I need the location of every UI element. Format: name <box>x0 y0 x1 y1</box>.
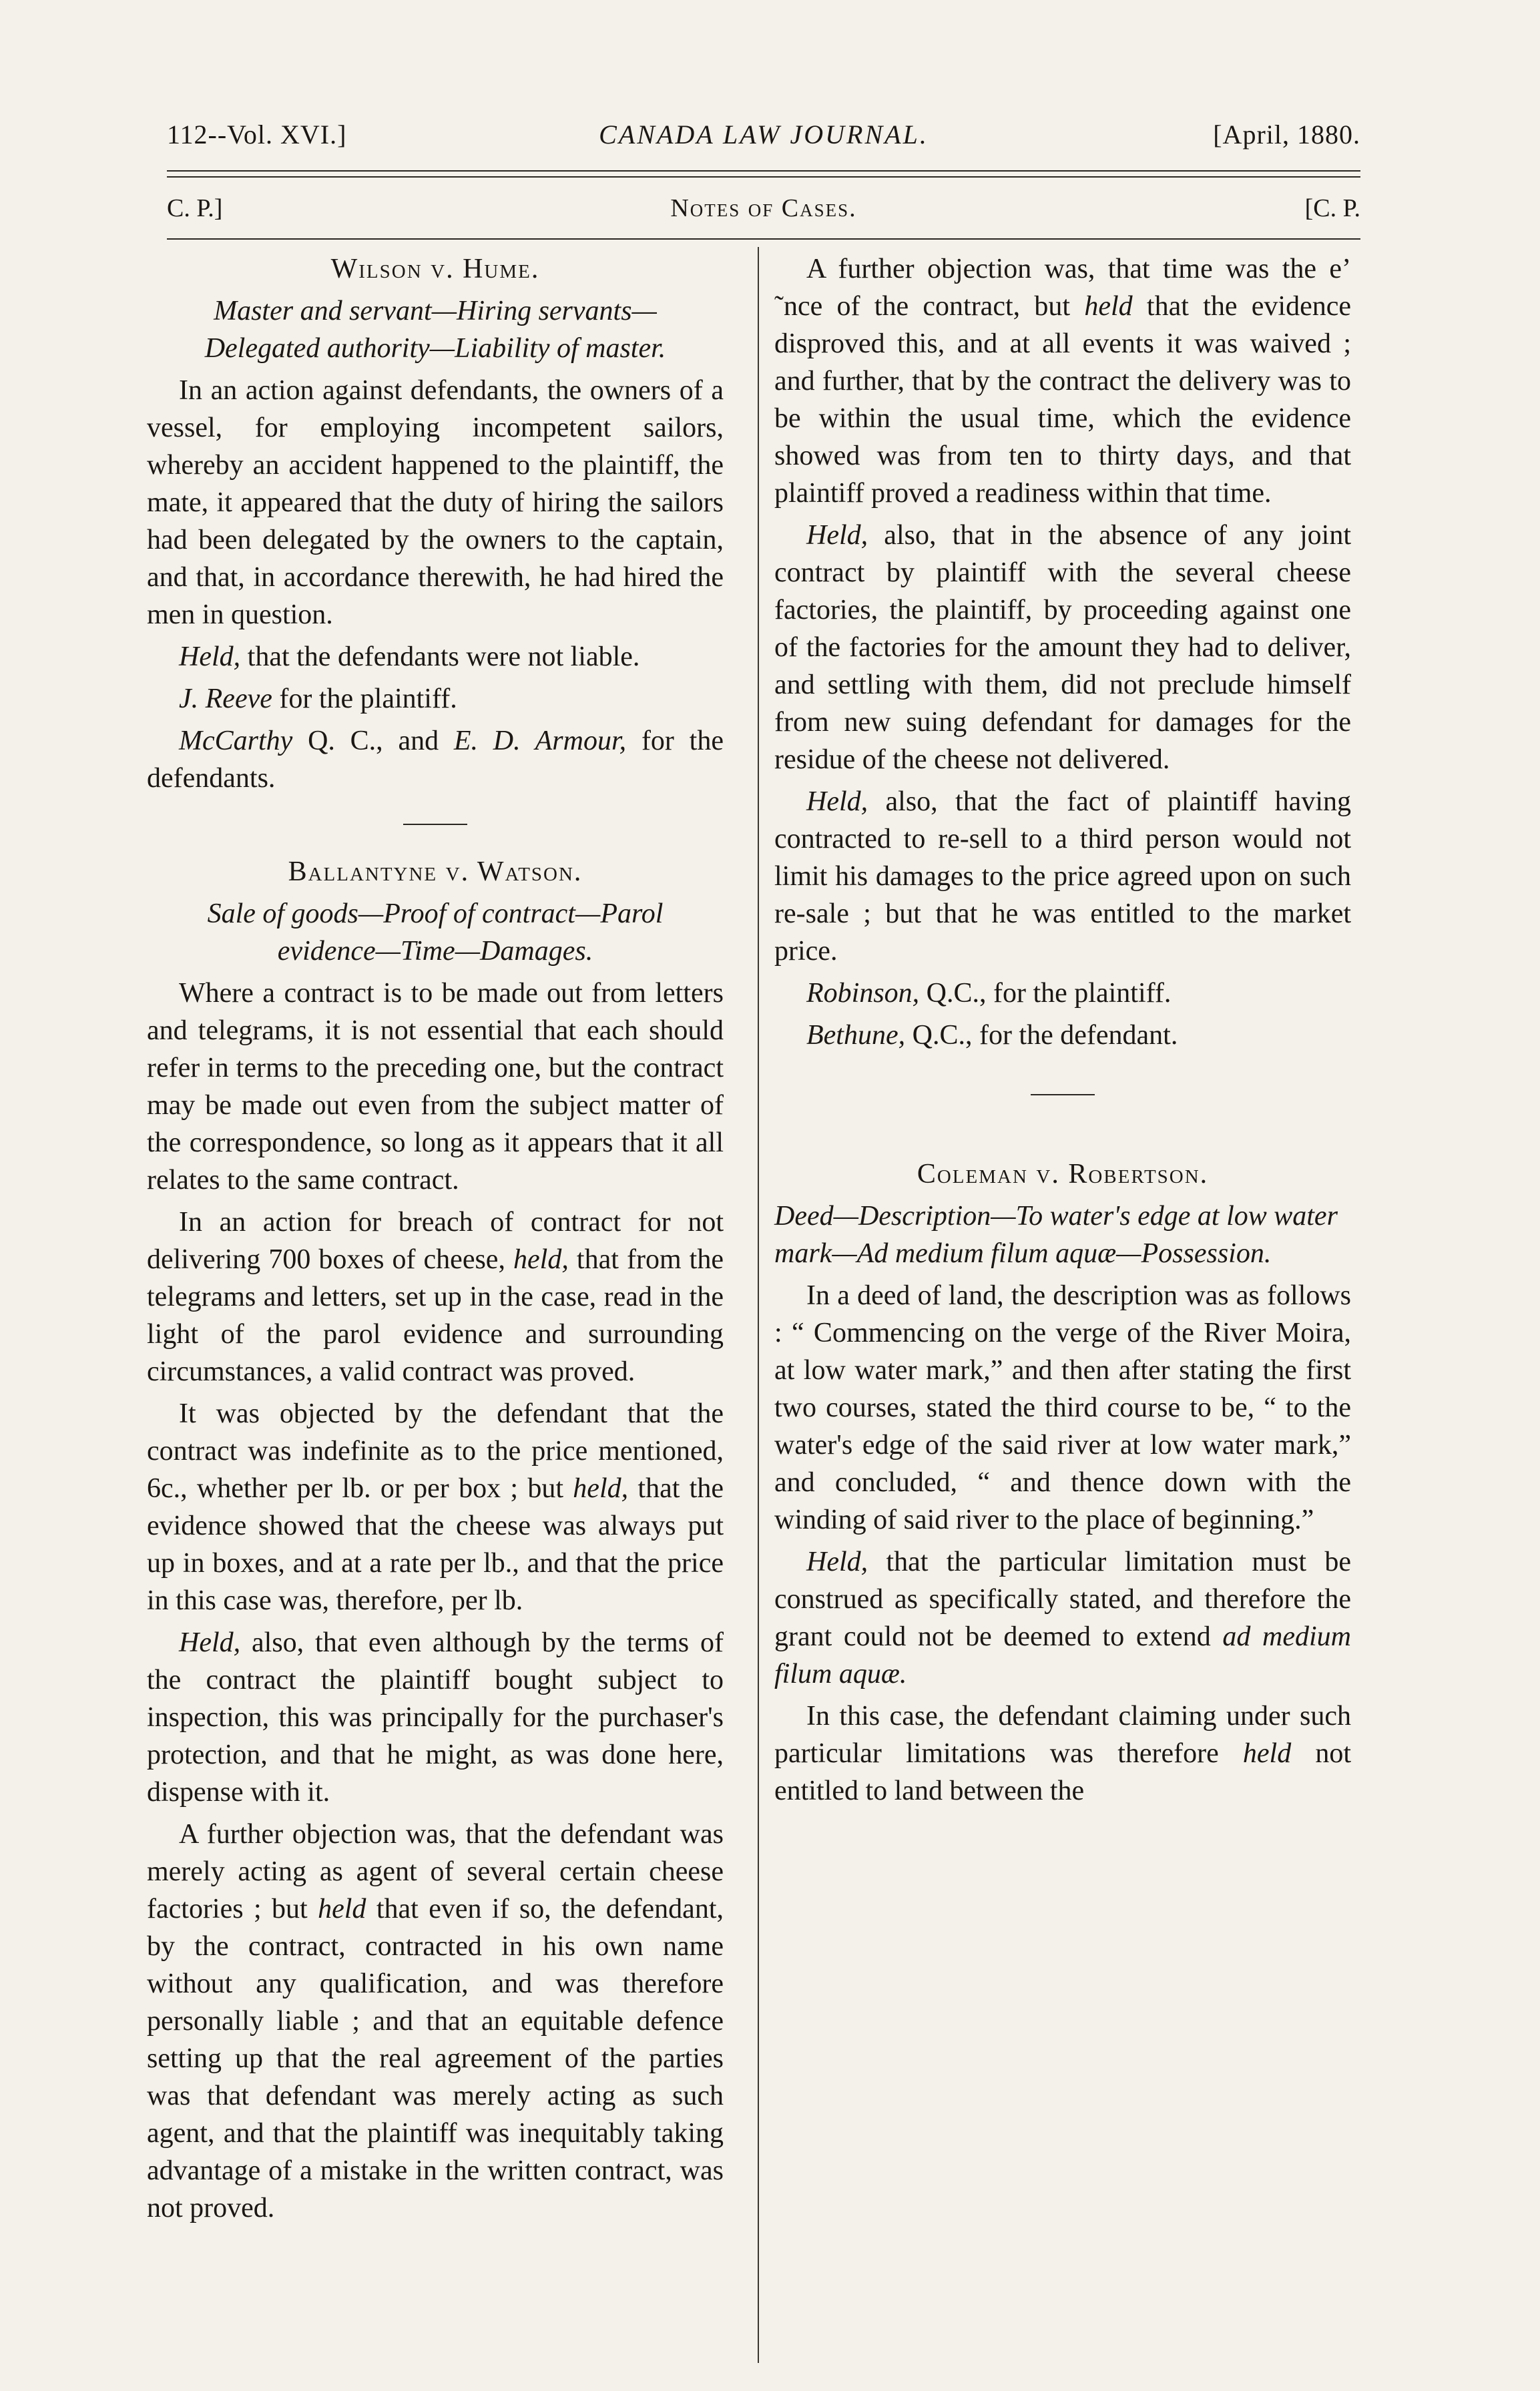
counsel-name-2: E. D. Armour, <box>453 726 627 756</box>
issue-date: [April, 1880. <box>1213 119 1360 150</box>
case-title-ballantyne: Ballantyne v. Watson. <box>288 856 583 887</box>
section-title: Notes of Cases. <box>670 194 857 222</box>
counsel-name: McCarthy <box>179 726 293 756</box>
ballantyne-counsel-defendant <box>774 1017 1351 1054</box>
journal-title: CANADA LAW JOURNAL. <box>599 119 929 150</box>
left-column <box>147 250 724 2231</box>
held-label: Held, <box>806 1547 868 1577</box>
counsel-name: Robinson, <box>806 978 920 1009</box>
text-run: also, that even although by the terms of the contract the plaintiff bought subject to inspection, this was principally for the purchaser's protection, and that he might, as was done here, dispense with it. <box>147 1627 724 1808</box>
court-right: [C. P. <box>1304 194 1360 222</box>
held-label: held <box>1242 1738 1292 1769</box>
wilson-counsel-plaintiff <box>147 680 724 718</box>
ballantyne-paragraph-8 <box>774 783 1351 970</box>
page-volume: 112--Vol. XVI.] <box>167 119 347 150</box>
headnote-ballantyne: Sale of goods—Proof of contract—Parol evidence—Time—Damages. <box>207 898 664 967</box>
held-label: held, <box>573 1473 629 1504</box>
coleman-paragraph-2 <box>774 1543 1351 1693</box>
text-run: that the evidence disproved this, and at all events it was waived ; and further, that by the contract the delivery was to be within the usual time, which the evidence showed was from ten to thirty days, and that plaintiff proved a readiness within that time. <box>774 291 1351 509</box>
section-rule <box>167 238 1360 240</box>
text-run: not entitled to land between the <box>774 1738 1352 1806</box>
ballantyne-paragraph-2 <box>147 1204 724 1390</box>
wilson-holding <box>147 638 724 676</box>
counsel-name: Bethune, <box>806 1020 906 1051</box>
right-column <box>774 250 1351 1814</box>
ballantyne-paragraph-3 <box>147 1395 724 1619</box>
ballantyne-paragraph-7 <box>774 517 1351 778</box>
wilson-paragraph: In an action against defendants, the owners of a vessel, for employing incompetent sailors, whereby an accident happened to the plaintiff, the mate, it appeared that the duty of hiring the sailors had been delegated by the owners to the captain, and that, in accordance therewith, he had hired the men in question. <box>147 375 724 630</box>
text-run: In this case, the defendant claiming under such particular limitations was therefore <box>774 1701 1351 1769</box>
coleman-paragraph-1: In a deed of land, the description was as follows : “ Commencing on the verge of the River Moira, at low water mark,” and then after stating the first two courses, stated the third course to be, “ to the water's edge of the said river at low water mark,” and concluded, “ and thence down with the winding of said river to the place of beginning.” <box>774 1280 1351 1535</box>
holding-text: that the defendants were not liable. <box>240 641 640 672</box>
ballantyne-paragraph-6 <box>774 250 1351 512</box>
counsel-role: Q.C., for the plaintiff. <box>919 978 1172 1009</box>
counsel-role: for the defendants. <box>147 726 724 794</box>
text-run: also, that the fact of plaintiff having contracted to re-sell to a third person would not limit his damages to the price agreed upon on such re-sale ; but that he was entitled to the market price. <box>774 786 1351 967</box>
case-separator <box>1031 1094 1095 1095</box>
text-run: In an action for breach of contract for not delivering 700 boxes of cheese, <box>147 1207 724 1275</box>
case-title-coleman: Coleman v. Robertson. <box>917 1159 1209 1189</box>
case-separator <box>403 824 467 825</box>
header-double-rule <box>167 170 1360 178</box>
column-divider <box>758 247 759 2363</box>
latin-phrase: ad medium filum aquæ. <box>774 1621 1351 1689</box>
text-run: that the particular limitation must be construed as specifically stated, and therefore the grant could not be deemed to extend <box>774 1547 1351 1652</box>
ballantyne-paragraph-4 <box>147 1624 724 1811</box>
counsel-role: Q.C., for the defendant. <box>905 1020 1178 1051</box>
text-run: that even if so, the defendant, by the contract, contracted in his own name without any qualification, and was therefore personally liable ; and that an equitable defence setting up that the real agreement of the parties was that defendant was merely acting as such agent, and that the plaintiff was inequitably taking advantage of a mistake in the written contract, was not proved. <box>147 1894 724 2223</box>
ballantyne-paragraph-5 <box>147 1816 724 2227</box>
headnote-wilson: Master and servant—Hiring servants—Delegated authority—Liability of master. <box>204 296 666 364</box>
text-run: A further objection was, that time was the e’ ˜nce of the contract, but <box>774 254 1351 322</box>
held-label: Held, <box>806 520 868 551</box>
held-label: Held, <box>179 641 241 672</box>
held-label: Held, <box>179 1627 241 1658</box>
ballantyne-counsel-plaintiff <box>774 975 1351 1012</box>
counsel-name: J. Reeve <box>179 684 272 714</box>
case-title-wilson: Wilson v. Hume. <box>330 254 540 284</box>
court-left: C. P.] <box>167 194 223 222</box>
ballantyne-paragraph-1: Where a contract is to be made out from letters and telegrams, it is not essential that each should refer in terms to the preceding one, but the contract may be made out even from the subject matter of the correspondence, so long as it appears that it all relates to the same contract. <box>147 978 724 1196</box>
running-head <box>167 119 1360 159</box>
held-label: Held, <box>806 786 868 817</box>
section-head <box>167 194 1360 234</box>
held-label: held <box>318 1894 366 1924</box>
text-run: It was objected by the defendant that the contract was indefinite as to the price mentioned, 6c., whether per lb. or per box ; but <box>147 1398 724 1504</box>
held-label: held, <box>513 1244 569 1275</box>
counsel-role: for the plaintiff. <box>272 684 457 714</box>
coleman-paragraph-3 <box>774 1697 1351 1810</box>
text-run: also, that in the absence of any joint contract by plaintiff with the several cheese factories, the plaintiff, by proceeding against one of the factories for the amount they had to deliver, and settling with them, did not preclude himself from new suing defendant for damages for the residue of the cheese not delivered. <box>774 520 1351 775</box>
text-run: that the evidence showed that the cheese was always put up in boxes, and at a rate per lb., and that the price in this case was, therefore, per lb. <box>147 1473 724 1616</box>
headnote-coleman: Deed—Description—To water's edge at low water mark—Ad medium filum aquæ—Possession. <box>774 1201 1338 1269</box>
text-run: that from the telegrams and letters, set up in the case, read in the light of the parol evidence and surrounding circumstances, a valid contract was proved. <box>147 1244 724 1387</box>
text-run: A further objection was, that the defendant was merely acting as agent of several certain cheese factories ; but <box>147 1819 724 1924</box>
wilson-counsel-defendants <box>147 722 724 797</box>
counsel-mid: Q. C., and <box>292 726 454 756</box>
held-label: held <box>1084 291 1133 322</box>
